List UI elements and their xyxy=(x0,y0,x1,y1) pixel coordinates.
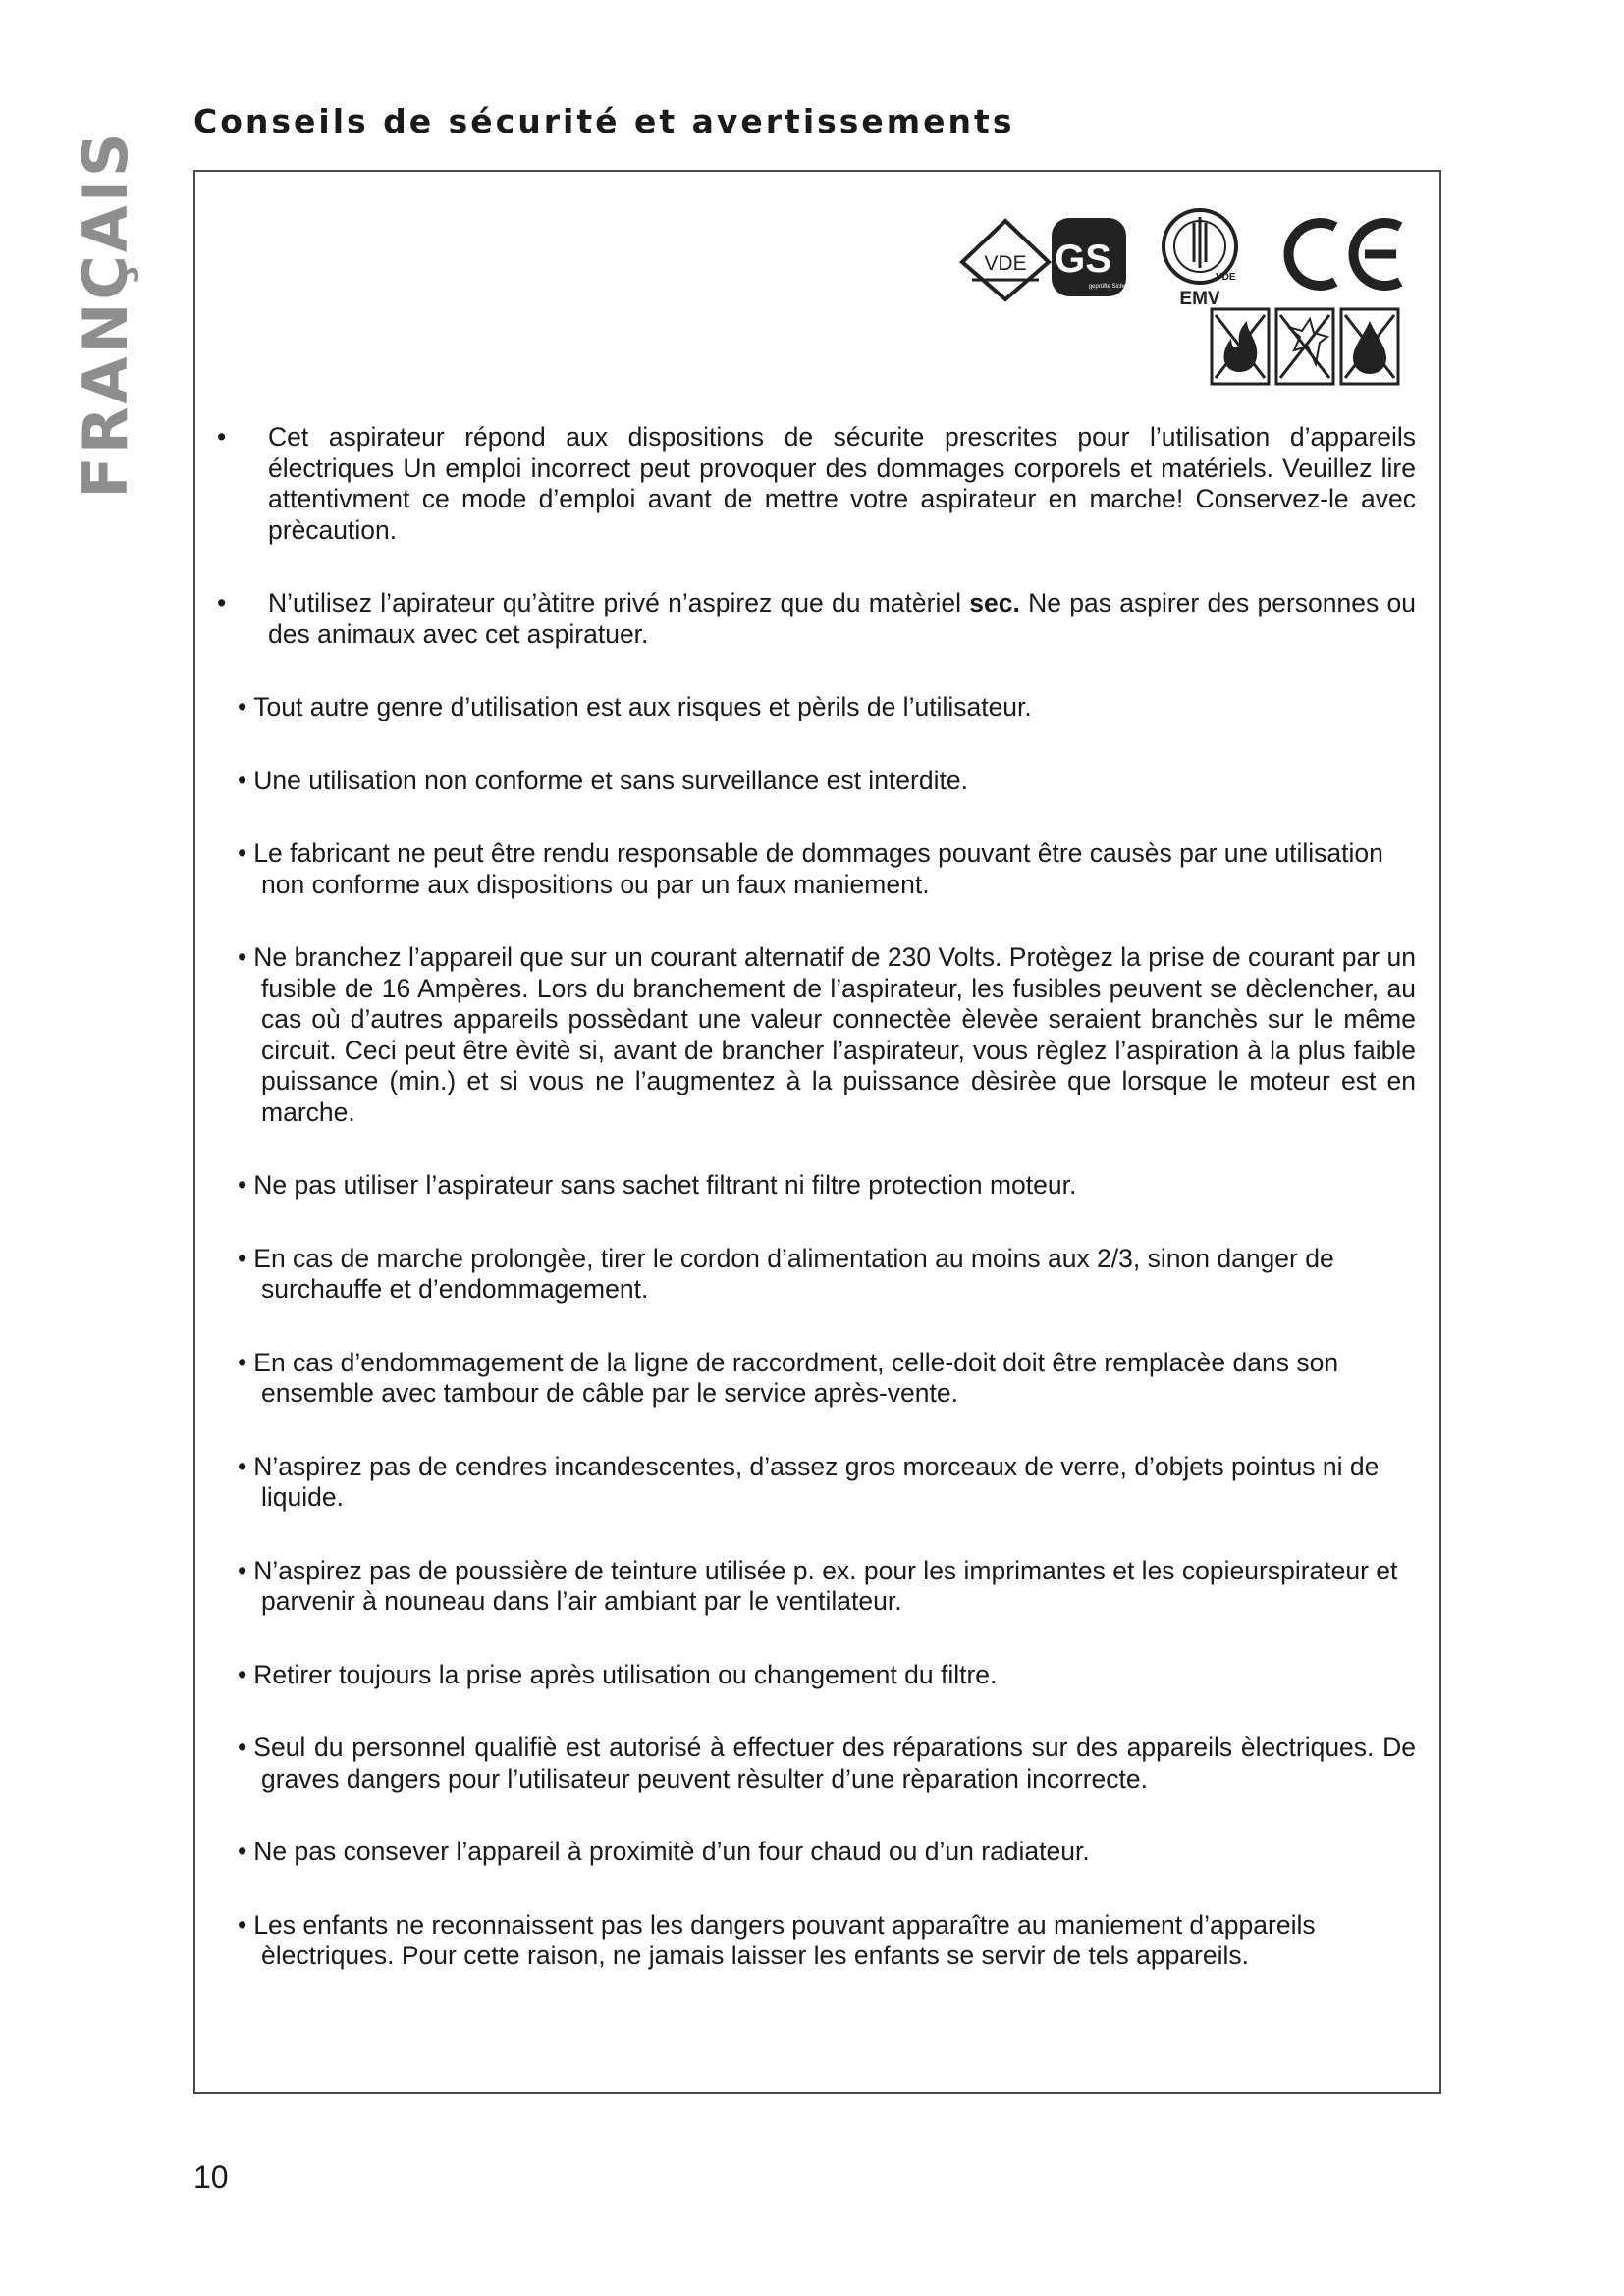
vde-emv-top-text: VDE xyxy=(1216,272,1236,283)
page-title: Conseils de sécurité et avertissements xyxy=(193,102,1015,140)
bullet: • xyxy=(238,1659,247,1689)
item-text: N’utilisez l’apirateur qu’àtitre privé n’aspirez que du matèriel xyxy=(268,588,970,617)
gs-mark-letters: GS xyxy=(1055,238,1111,281)
no-hot-ash-icon xyxy=(1210,307,1271,386)
bullet: • xyxy=(238,1909,247,1940)
list-item xyxy=(213,1348,1416,1410)
bullet: • xyxy=(238,1170,247,1200)
list-item xyxy=(213,1170,1416,1201)
item-text: Ne branchez l’appareil que sur un courant alternatif de 230 Volts. Protègez la prise de courant par un fusible de 16 Ampères. Lors du branchement de l’aspirateur, les fusibles peuvent se dèclencher, au cas où d’autres appareils possèdant une valeur connectèe èlevèe seraient branchès sur le même circuit. Ceci peut être èvitè si, avant de brancher l’aspirateur, vous règlez l’aspiration à la plus faible puissance (min.) et si vous ne l’augmentez à la puissance dèsirèe que lorsque le moteur est en marche. xyxy=(253,942,1416,1127)
item-text: En cas de marche prolongèe, tirer le cordon d’alimentation au moins aux 2/3, sinon danger de surchauffe et d’endommagement. xyxy=(253,1243,1334,1304)
item-text: En cas d’endommagement de la ligne de raccordment, celle-doit doit être remplacèe dans son ensemble avec tambour de câble par le service après-vente. xyxy=(253,1347,1339,1408)
vde-emv-mark-icon xyxy=(1155,203,1245,309)
vde-mark-letters: VDE xyxy=(984,252,1027,275)
gs-mark-icon xyxy=(1049,215,1139,299)
safety-list xyxy=(213,422,1416,2014)
bullet: • xyxy=(238,1555,247,1585)
list-item xyxy=(213,1556,1416,1618)
side-language-label: FRANÇAIS xyxy=(70,130,141,499)
list-item xyxy=(213,942,1416,1128)
list-item xyxy=(213,422,1416,546)
list-item xyxy=(213,838,1416,900)
item-text: Une utilisation non conforme et sans surveillance est interdite. xyxy=(253,765,968,795)
item-text: N’aspirez pas de cendres incandescentes, d’assez gros morceaux de verre, d’objets pointus ni de liquide. xyxy=(253,1451,1380,1512)
list-item xyxy=(213,1244,1416,1306)
gs-mark-small-text: geprüfte Sicherheit xyxy=(1088,284,1139,290)
list-item xyxy=(213,588,1416,650)
list-item xyxy=(213,1837,1416,1868)
list-item xyxy=(213,1733,1416,1794)
vde-mark-icon xyxy=(958,217,1053,303)
no-sharp-objects-icon xyxy=(1274,307,1335,386)
item-text-bold: sec. xyxy=(969,588,1020,617)
bullet: • xyxy=(238,942,247,972)
item-text: Seul du personnel qualifiè est autorisé à effectuer des réparations sur des appareils èlectriques. De graves dangers pour l’utilisateur peuvent rèsulter d’une rèparation incorrecte. xyxy=(253,1733,1416,1793)
item-text: Ne pas consever l’appareil à proximitè d’un four chaud ou d’un radiateur. xyxy=(253,1837,1090,1866)
bullet: • xyxy=(238,692,247,721)
item-text: Les enfants ne reconnaissent pas les dangers pouvant apparaître au maniement d’appareils èlectriques. Pour cette raison, ne jamais laisser les enfants se servir de tels appareils. xyxy=(253,1909,1316,1970)
bullet: • xyxy=(217,588,227,617)
safety-notice-box xyxy=(193,170,1441,2094)
list-item xyxy=(213,692,1416,723)
bullet: • xyxy=(238,838,247,868)
list-item xyxy=(213,1660,1416,1691)
ce-mark-icon xyxy=(1278,213,1408,295)
list-item xyxy=(213,766,1416,797)
bullet: • xyxy=(238,1451,247,1481)
emv-label: EMV xyxy=(1179,289,1220,309)
bullet: • xyxy=(238,1733,247,1762)
no-liquid-icon xyxy=(1339,307,1400,386)
item-text: Ne pas aspirer des personnes ou des animaux avec cet aspiratuer. xyxy=(268,588,1416,649)
item-text: Retirer toujours la prise après utilisation ou changement du filtre. xyxy=(253,1659,998,1689)
bullet: • xyxy=(238,1837,247,1866)
item-text: Tout autre genre d’utilisation est aux risques et pèrils de l’utilisateur. xyxy=(253,692,1032,721)
page-number: 10 xyxy=(193,2160,229,2195)
item-text: Ne pas utiliser l’aspirateur sans sachet filtrant ni filtre protection moteur. xyxy=(253,1170,1077,1200)
item-text: N’aspirez pas de poussière de teinture utilisée p. ex. pour les imprimantes et les copieurspirateur et parvenir à nouneau dans l’air ambiant par le ventilateur. xyxy=(253,1555,1398,1616)
list-item xyxy=(213,1452,1416,1514)
item-text: Cet aspirateur répond aux dispositions de sécurite prescrites pour l’utilisation d’appareils électriques Un emploi incorrect peut provoquer des dommages corporels et matériels. Veuillez lire attentivment ce mode d’emploi avant de mettre votre aspirateur en marche! Conservez-le avec prècaution. xyxy=(268,422,1416,545)
item-text: Le fabricant ne peut être rendu responsable de dommages pouvant être causès par une utilisation non conforme aux dispositions ou par un faux maniement. xyxy=(253,838,1383,899)
bullet: • xyxy=(238,1347,247,1377)
bullet: • xyxy=(217,422,227,452)
bullet: • xyxy=(238,765,247,795)
bullet: • xyxy=(238,1243,247,1273)
list-item xyxy=(213,1910,1416,1972)
